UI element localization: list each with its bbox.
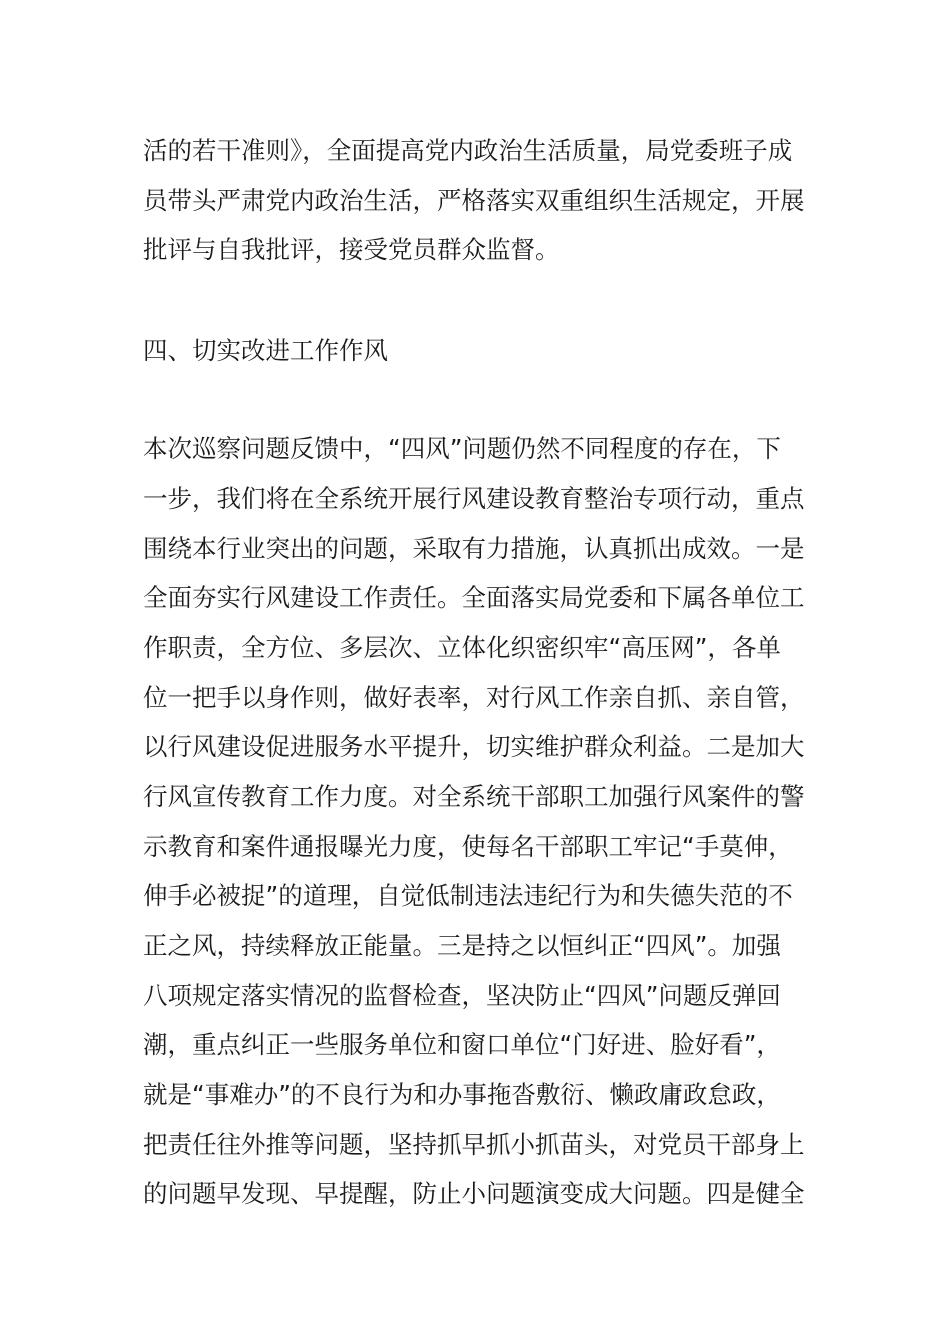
paragraph-2-line: 位一把手以身作则，做好表率，对行风工作亲自抓、亲自管， xyxy=(143,683,805,712)
paragraph-2-line: 本次巡察问题反馈中，“四风”问题仍然不同程度的存在，下 xyxy=(143,434,781,463)
paragraph-2-line: 全面夯实行风建设工作责任。全面落实局党委和下属各单位工 xyxy=(143,583,805,612)
section-heading: 四、切实改进工作作风 xyxy=(143,336,388,365)
paragraph-2-line: 作职责，全方位、多层次、立体化织密织牢“高压网”，各单 xyxy=(143,633,781,662)
paragraph-2-line: 潮，重点纠正一些服务单位和窗口单位“门好进、脸好看”， xyxy=(143,1030,781,1059)
paragraph-2-line: 伸手必被捉”的道理，自觉低制违法违纪行为和失德失范的不 xyxy=(143,881,793,910)
paragraph-1-line: 批评与自我批评，接受党员群众监督。 xyxy=(143,235,560,264)
paragraph-2-line: 就是“事难办”的不良行为和办事拖沓敷衍、懒政庸政怠政， xyxy=(143,1080,781,1109)
paragraph-2-line: 的问题早发现、早提醒，防止小问题演变成大问题。四是健全 xyxy=(143,1179,805,1208)
paragraph-2-line: 八项规定落实情况的监督检查，坚决防止“四风”问题反弹回 xyxy=(143,981,781,1010)
paragraph-2-line: 行风宣传教育工作力度。对全系统干部职工加强行风案件的警 xyxy=(143,782,805,811)
paragraph-2-line: 示教育和案件通报曝光力度，使每名干部职工牢记“手莫伸， xyxy=(143,832,793,861)
paragraph-1-line: 员带头严肃党内政治生活，严格落实双重组织生活规定，开展 xyxy=(143,186,805,215)
paragraph-2-line: 把责任往外推等问题，坚持抓早抓小抓苗头，对党员干部身上 xyxy=(143,1130,805,1159)
paragraph-2-line: 正之风，持续释放正能量。三是持之以恒纠正“四风”。加强 xyxy=(143,931,781,960)
paragraph-2-line: 以行风建设促进服务水平提升，切实维护群众利益。二是加大 xyxy=(143,732,805,761)
paragraph-2-line: 一步，我们将在全系统开展行风建设教育整治专项行动，重点 xyxy=(143,484,805,513)
paragraph-1-line: 活的若干准则》，全面提高党内政治生活质量，局党委班子成 xyxy=(143,136,793,165)
paragraph-2-line: 围绕本行业突出的问题，采取有力措施，认真抓出成效。一是 xyxy=(143,534,805,563)
